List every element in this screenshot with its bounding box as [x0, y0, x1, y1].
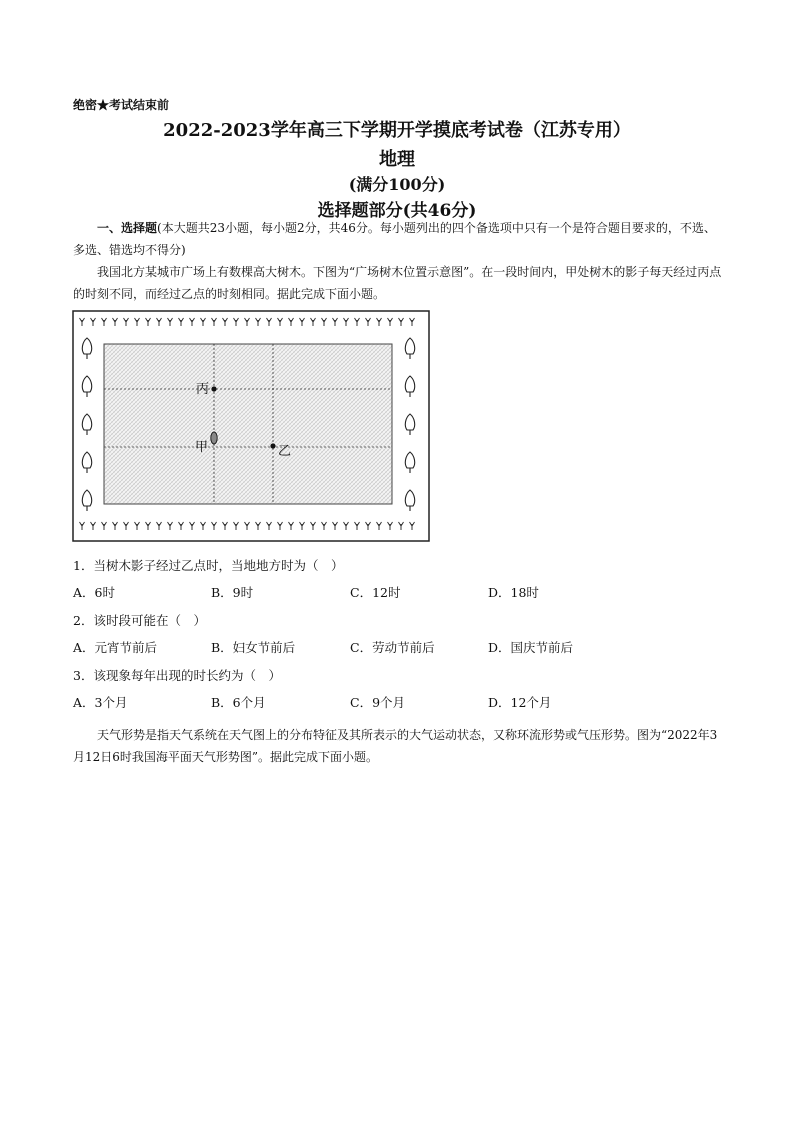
exam-title: 2022-2023学年高三下学期开学摸底考试卷（江苏专用）: [163, 120, 631, 141]
square-tree-map: [72, 310, 430, 542]
q1-option-c: C．12时: [350, 585, 401, 600]
q3-option-d: D．12个月: [488, 695, 552, 710]
subject-title: 地理: [379, 149, 415, 170]
question-1-stem: 1．当树木影子经过乙点时，当地地方时为（ ）: [73, 558, 344, 573]
label-bing: 丙: [196, 382, 210, 397]
passage-1: 我国北方某城市广场上有数棵高大树木。下图为“广场树木位置示意图”。在一段时间内，甲处树木的影子每天经过丙点的时刻不同，而经过乙点的时刻相同。据此完成下面小题。: [73, 265, 722, 301]
section-title: 选择题部分(共46分): [317, 201, 477, 221]
section-rule: (本大题共23小题，每小题2分，共46分。每小题列出的四个备选项中只有一个是符合题目要求的，不选、多选、错选均不得分): [73, 221, 716, 257]
plaza-area: [104, 344, 392, 504]
q3-option-a: A．3个月: [73, 695, 128, 710]
section-label: 一、选择题: [97, 221, 158, 235]
q3-option-b: B．6个月: [211, 695, 266, 710]
point-yi: [270, 443, 275, 448]
tree-jia-icon: [211, 432, 217, 444]
question-3-stem: 3．该现象每年出现的时长约为（ ）: [73, 668, 281, 683]
q2-option-c: C．劳动节前后: [350, 640, 435, 655]
q2-option-a: A．元宵节前后: [73, 640, 158, 655]
point-bing: [211, 386, 216, 391]
secret-mark: 绝密★考试结束前: [73, 98, 170, 112]
q1-option-b: B．9时: [211, 585, 254, 600]
section-intro: [73, 217, 723, 261]
question-2-stem: 2．该时段可能在（ ）: [73, 613, 206, 628]
label-yi: 乙: [278, 444, 292, 459]
q2-option-d: D．国庆节前后: [488, 640, 574, 655]
label-jia: 甲: [195, 440, 209, 455]
q1-option-d: D．18时: [488, 585, 539, 600]
q1-option-a: A．6时: [73, 585, 115, 600]
q2-option-b: B．妇女节前后: [211, 640, 296, 655]
full-score: (满分100分): [348, 175, 446, 194]
q3-option-c: C．9个月: [350, 695, 406, 710]
passage-2: 天气形势是指天气系统在天气图上的分布特征及其所表示的大气运动状态，又称环流形势或气压形势。图为“2022年3月12日6时我国海平面天气形势图”。据此完成下面小题。: [73, 728, 718, 764]
